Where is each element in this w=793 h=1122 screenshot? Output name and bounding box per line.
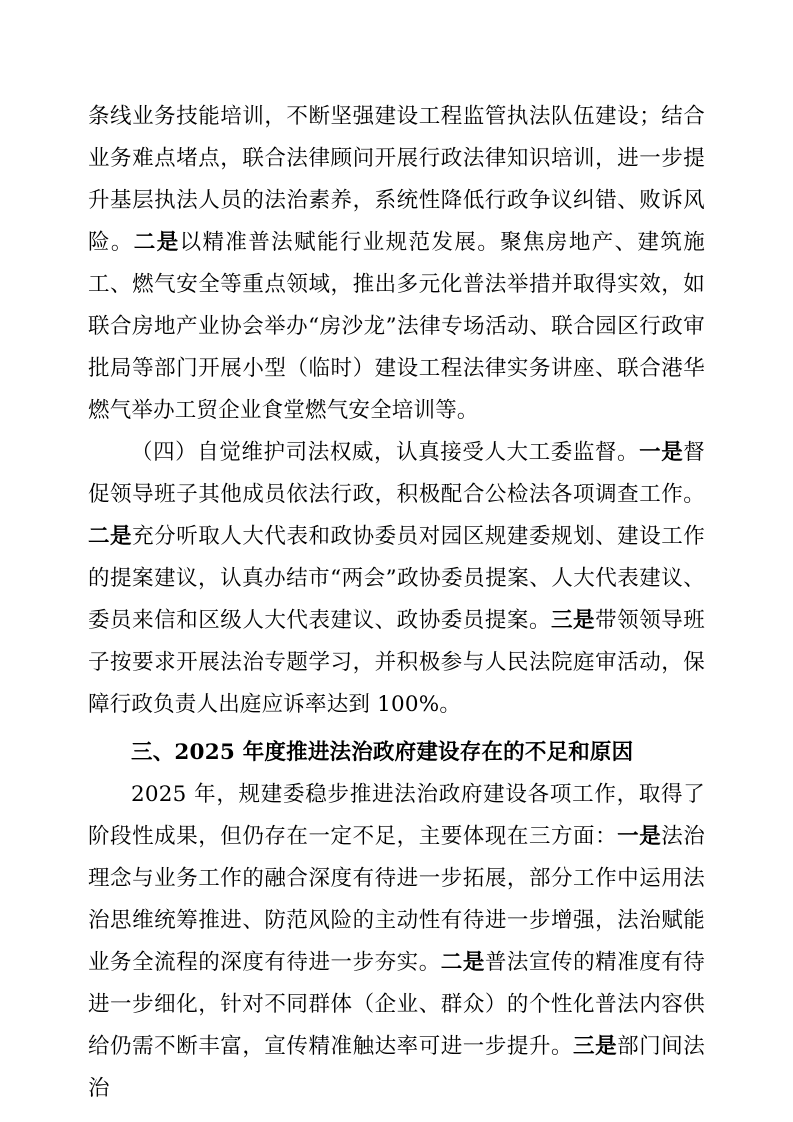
- paragraph-continued: [88, 96, 705, 432]
- paragraph: [88, 432, 705, 726]
- text-run: 以精准普法赋能行业规范发展。聚焦房地产、建筑施工、燃气安全等重点领域，推出多元化普法举措并取得实效，如联合房地产业协会举办“房沙龙”法律专场活动、联合园区行政审批局等部门开展小型（临时）建设工程法律实务讲座、联合港华燃气举办工贸企业食堂燃气安全培训等。: [88, 230, 705, 423]
- text-run: （四）自觉维护司法权威，认真接受人大工委监督。: [131, 440, 640, 465]
- text-run: 条线业务技能培训，不断坚强建设工程监管执法队伍建设；结合业务难点堵点，联合法律顾问开展行政法律知识培训，进一步提升基层执法人员的法治素养，系统性降低行政争议纠错、败诉风险。: [88, 104, 705, 255]
- text-run: 充分听取人大代表和政协委员对园区规建委规划、建设工作的提案建议，认真办结市“两会”政协委员提案、人大代表建议、委员来信和区级人大代表建议、政协委员提案。: [88, 524, 706, 633]
- text-run: 带领领导班子按要求开展法治专题学习，并积极参与人民法院庭审活动，保障行政负责人出庭应诉率达到 100%。: [88, 608, 705, 717]
- document-body: [88, 96, 705, 1110]
- text-run: 督促领导班子其他成员依法行政，积极配合公检法各项调查工作。: [88, 440, 705, 507]
- section-heading: [88, 732, 705, 774]
- emphasis-run: 二是: [133, 230, 180, 255]
- text-run: 2025 年，规建委稳步推进法治政府建设各项工作，取得了阶段性成果，但仍存在一定不足，主要体现在三方面：: [88, 782, 705, 849]
- emphasis-run: 一是: [639, 440, 684, 465]
- emphasis-run: 一是: [617, 824, 662, 849]
- text-run: 普法宣传的精准度有待进一步细化，针对不同群体（企业、群众）的个性化普法内容供给仍需不断丰富，宣传精准触达率可进一步提升。: [88, 950, 706, 1059]
- emphasis-run: 三、2025 年度推进法治政府建设存在的不足和原因: [131, 740, 634, 765]
- text-run: 部门间法治: [88, 1034, 705, 1101]
- emphasis-run: 二是: [440, 950, 485, 975]
- emphasis-run: 三是: [573, 1034, 618, 1059]
- text-run: 法治理念与业务工作的融合深度有待进一步拓展，部分工作中运用法治思维统筹推进、防范风险的主动性有待进一步增强，法治赋能业务全流程的深度有待进一步夯实。: [88, 824, 705, 975]
- emphasis-run: 三是: [551, 608, 596, 633]
- emphasis-run: 二是: [88, 524, 133, 549]
- paragraph: [88, 774, 705, 1110]
